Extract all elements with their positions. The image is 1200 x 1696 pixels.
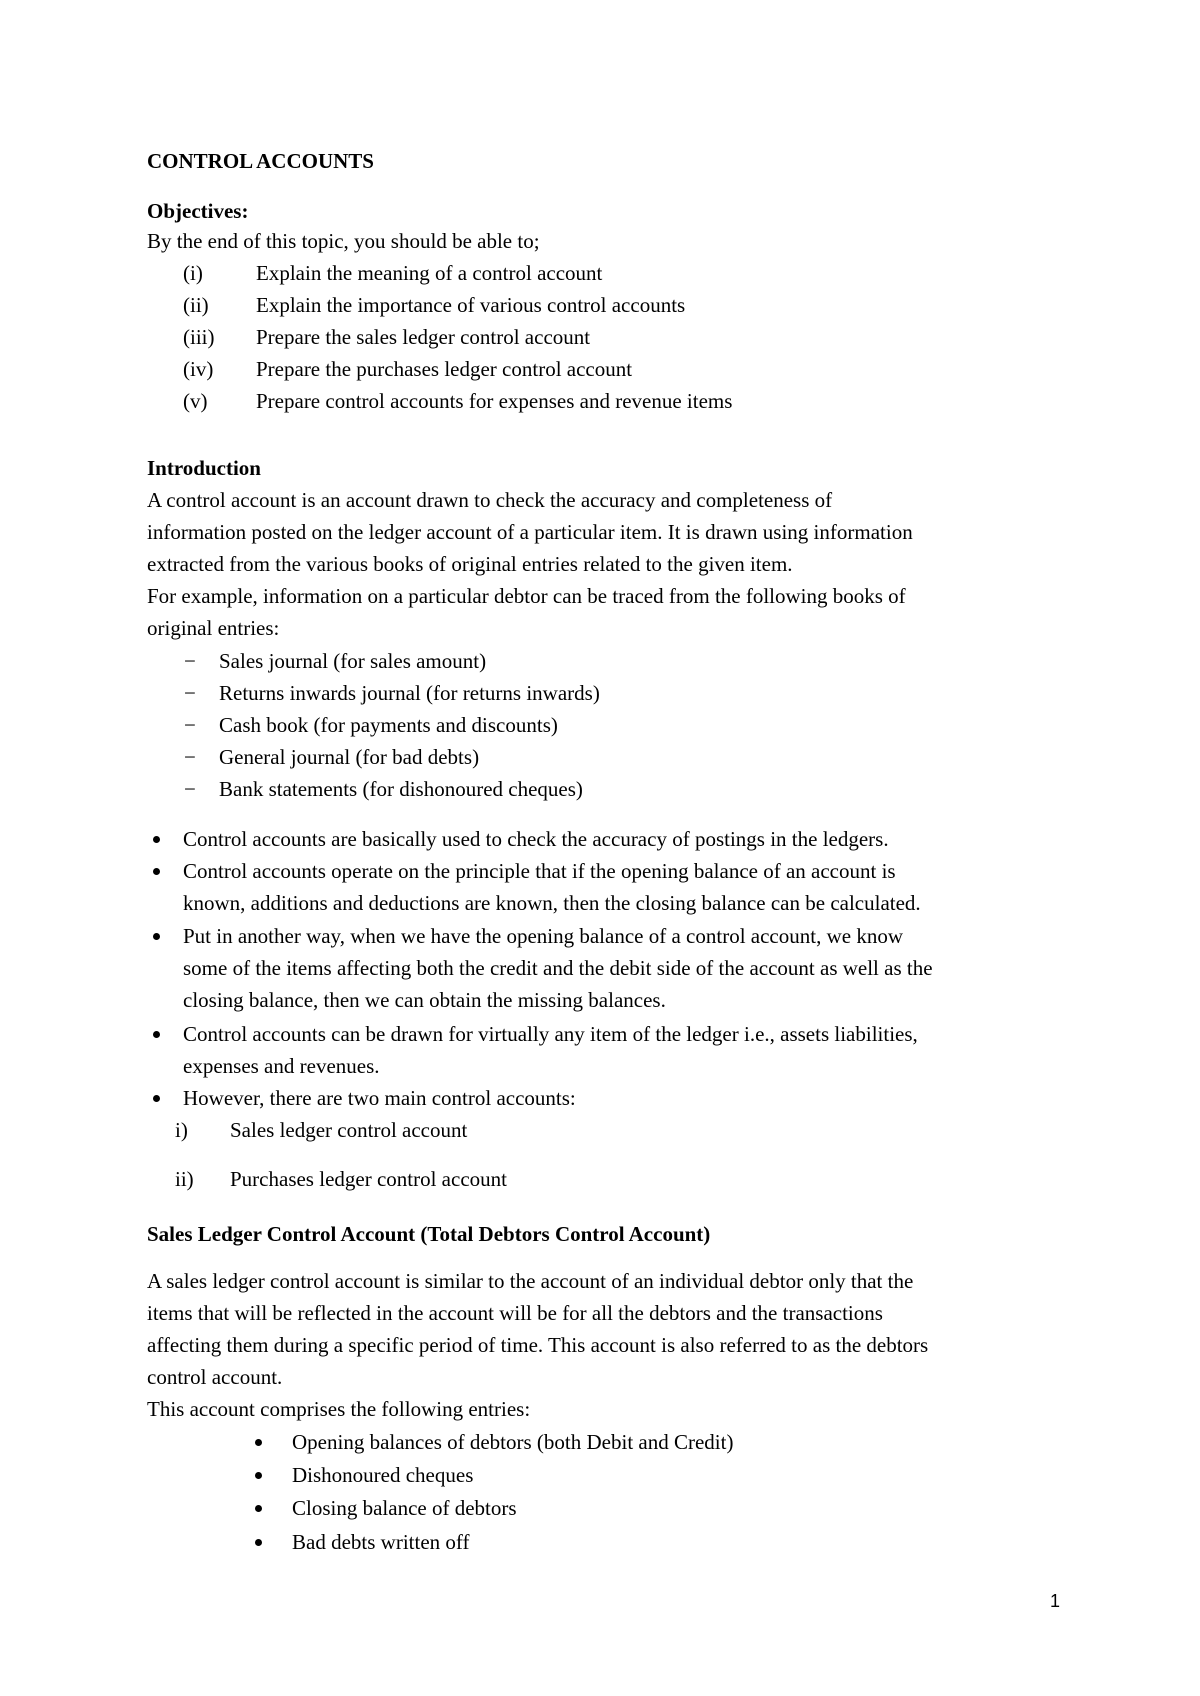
dash-bullet: −	[184, 745, 196, 769]
sales-ledger-line: A sales ledger control account is similar to the account of an individual debtor only that the	[147, 1269, 914, 1293]
objective-number: (v)	[183, 389, 208, 413]
introduction-line: For example, information on a particular debtor can be traced from the following books of	[147, 584, 906, 608]
objective-number: (iii)	[183, 325, 215, 349]
objectives-intro: By the end of this topic, you should be able to;	[147, 229, 540, 253]
objective-item: Prepare control accounts for expenses and revenue items	[256, 389, 733, 413]
page-title: CONTROL ACCOUNTS	[147, 149, 374, 173]
dash-item: Cash book (for payments and discounts)	[219, 713, 558, 737]
entries-intro: This account comprises the following entries:	[147, 1397, 531, 1421]
dash-item: Bank statements (for dishonoured cheques)	[219, 777, 583, 801]
introduction-line: extracted from the various books of original entries related to the given item.	[147, 552, 793, 576]
objective-item: Prepare the purchases ledger control account	[256, 357, 633, 381]
objective-number: (iv)	[183, 357, 214, 381]
bullet-line: some of the items affecting both the credit and the debit side of the account as well as the	[183, 956, 933, 980]
main-account-item: Sales ledger control account	[230, 1118, 468, 1142]
bullet-dot	[153, 1095, 160, 1102]
dash-bullet: −	[184, 713, 196, 737]
entry-item: Dishonoured cheques	[292, 1463, 474, 1487]
dash-bullet: −	[184, 649, 196, 673]
dash-item: General journal (for bad debts)	[219, 745, 480, 769]
bullet-dot	[255, 1539, 262, 1546]
page-number: 1	[1050, 1591, 1061, 1611]
sales-ledger-heading: Sales Ledger Control Account (Total Debtors Control Account)	[147, 1222, 711, 1246]
main-account-number: i)	[175, 1118, 188, 1142]
bullet-dot	[153, 836, 160, 843]
sales-ledger-line: items that will be reflected in the account will be for all the debtors and the transactions	[147, 1301, 883, 1325]
bullet-line: Control accounts operate on the principle that if the opening balance of an account is	[183, 859, 896, 883]
bullet-dot	[255, 1472, 262, 1479]
objective-number: (i)	[183, 261, 203, 285]
main-account-number: ii)	[175, 1167, 194, 1191]
objective-item: Prepare the sales ledger control account	[256, 325, 591, 349]
entry-item: Opening balances of debtors (both Debit and Credit)	[292, 1430, 734, 1454]
objective-item: Explain the meaning of a control account	[256, 261, 603, 285]
introduction-line: A control account is an account drawn to check the accuracy and completeness of	[147, 488, 833, 512]
dash-item: Sales journal (for sales amount)	[219, 649, 487, 673]
dash-bullet: −	[184, 777, 196, 801]
bullet-dot	[255, 1505, 262, 1512]
introduction-heading: Introduction	[147, 456, 261, 480]
sales-ledger-line: control account.	[147, 1365, 283, 1389]
objectives-heading: Objectives:	[147, 199, 249, 223]
entry-item: Closing balance of debtors	[292, 1496, 517, 1520]
objective-number: (ii)	[183, 293, 209, 317]
bullet-line: However, there are two main control accounts:	[183, 1086, 576, 1110]
dash-item: Returns inwards journal (for returns inwards)	[219, 681, 600, 705]
bullet-dot	[153, 933, 160, 940]
introduction-line: information posted on the ledger account of a particular item. It is drawn using information	[147, 520, 913, 544]
objective-item: Explain the importance of various control accounts	[256, 293, 686, 317]
bullet-line: expenses and revenues.	[183, 1054, 380, 1078]
bullet-dot	[153, 868, 160, 875]
introduction-line: original entries:	[147, 616, 280, 640]
dash-bullet: −	[184, 681, 196, 705]
bullet-line: Control accounts can be drawn for virtually any item of the ledger i.e., assets liabilities,	[183, 1022, 918, 1046]
sales-ledger-line: affecting them during a specific period of time. This account is also referred to as the debtors	[147, 1333, 929, 1357]
bullet-dot	[153, 1031, 160, 1038]
bullet-line: Put in another way, when we have the opening balance of a control account, we know	[183, 924, 903, 948]
bullet-line: known, additions and deductions are known, then the closing balance can be calculated.	[183, 891, 921, 915]
main-account-item: Purchases ledger control account	[230, 1167, 507, 1191]
bullet-dot	[255, 1439, 262, 1446]
bullet-line: Control accounts are basically used to check the accuracy of postings in the ledgers.	[183, 827, 889, 851]
entry-item: Bad debts written off	[292, 1530, 470, 1554]
bullet-line: closing balance, then we can obtain the missing balances.	[183, 988, 666, 1012]
